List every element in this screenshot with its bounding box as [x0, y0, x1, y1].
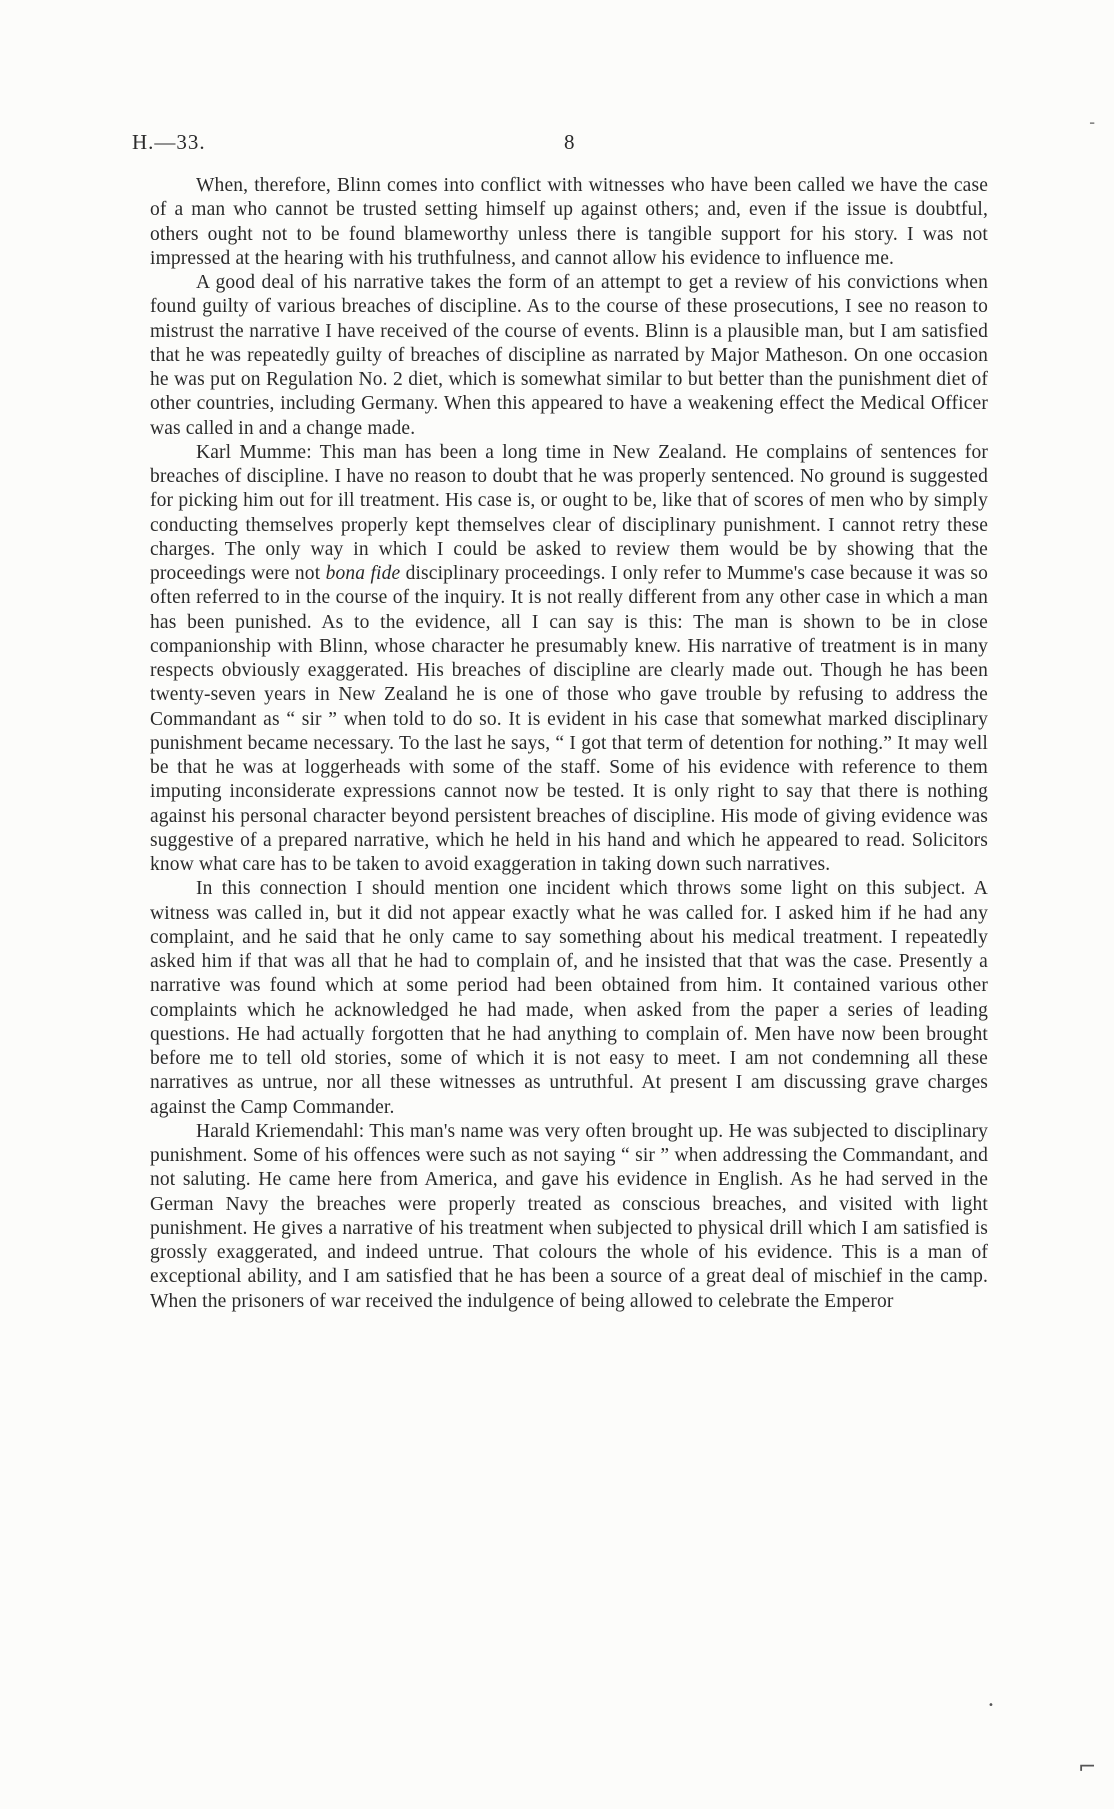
- paragraph-harald-kriemendahl: Harald Kriemendahl: This man's name was very often brought up. He was subjected to disciplinary punishment. Some of his offences were such as not saying “ sir ” when addressing the Commandant, and not saluting. He came here from America, and gave his evidence in English. As he had served in the German Navy the breaches were properly treated as conscious breaches, and visited with light punishment. He gives a narrative of his treatment when subjected to physical drill which I am satisfied is grossly exaggerated, and indeed untrue. That colours the whole of his evidence. This is a man of exceptional ability, and I am satisfied that he has been a source of a great deal of mischief in the camp. When the prisoners of war received the indulgence of being allowed to celebrate the Emperor: [150, 1120, 988, 1312]
- italic-phrase: bona fide: [325, 563, 401, 584]
- body-text: [150, 174, 988, 1314]
- page-header: [132, 130, 1002, 160]
- paragraph-text: disciplinary proceedings. I only refer to Mumme's case because it was so often referred to in the course of the inquiry. It is not really different from any other case in which a man has been punished. As to the evidence, all I can say is this: The man is shown to be in close companionship with Blinn, whose character he presumably knew. His narrative of treatment is in many respects obviously exaggerated. His breaches of discipline are clearly made out. Though he has been twenty-seven years in New Zealand he is one of those who gave trouble by refusing to address the Commandant as “ sir ” when told to do so. It is evident in his case that somewhat marked disciplinary punishment became necessary. To the last he says, “ I got that term of detention for nothing.” It may well be that he was at loggerheads with some of the staff. Some of his evidence with reference to them imputing inconsiderate expressions cannot now be tested. It is only right to say that there is nothing against his personal character beyond persistent breaches of discipline. His mode of giving evidence was suggestive of a prepared narrative, which he held in his hand and which he appeared to read. Solicitors know what care has to be taken to avoid exaggeration in taking down such narratives.: [150, 563, 988, 875]
- document-reference: H.—33.: [132, 130, 206, 154]
- scan-corner-icon: ⌐: [1078, 1755, 1097, 1780]
- page-number: 8: [564, 130, 576, 154]
- scan-dot-icon: •: [988, 1700, 994, 1711]
- paragraph-blinn-conflict: When, therefore, Blinn comes into conflict with witnesses who have been called we have the case of a man who cannot be trusted setting himself up against others; and, even if the issue is doubtful, others ought not to be found blameworthy unless there is tangible support for his story. I was not impressed at the hearing with his truthfulness, and cannot allow his evidence to influence me.: [150, 175, 988, 269]
- scan-mark-icon: ╴: [1090, 116, 1099, 132]
- paragraph-connection-incident: In this connection I should mention one incident which throws some light on this subject. A witness was called in, but it did not appear exactly what he was called for. I asked him if he had any complaint, and he said that he only came to say something about his medical treatment. I repeatedly asked him if that was all that he had to complain of, and he insisted that that was the case. Presently a narrative was found which at some period had been obtained from him. It contained various other complaints which he acknowledged he had made, when asked from the paper a series of leading questions. He had actually forgotten that he had anything to complain of. Men have now been brought before me to tell old stories, some of which it is not easy to meet. I am not condemning all these narratives as untrue, nor all these witnesses as untruthful. At present I am discussing grave charges against the Camp Commander.: [150, 878, 988, 1118]
- paragraph-karl-mumme: [150, 441, 988, 878]
- paragraph-text: Karl Mumme: This man has been a long time in New Zealand. He complains of sentences for breaches of discipline. I have no reason to doubt that he was properly sentenced. No ground is suggested for picking him out for ill treatment. His case is, or ought to be, like that of scores of men who by simply conducting themselves properly kept themselves clear of disciplinary punishment. I cannot retry these charges. The only way in which I could be asked to review them would be by showing that the proceedings were not: [150, 441, 988, 584]
- paragraph-blinn-narrative: A good deal of his narrative takes the form of an attempt to get a review of his convictions when found guilty of various breaches of discipline. As to the course of these prosecutions, I see no reason to mistrust the narrative I have received of the course of events. Blinn is a plausible man, but I am satisfied that he was repeatedly guilty of breaches of discipline as narrated by Major Matheson. On one occasion he was put on Regulation No. 2 diet, which is somewhat similar to but better than the punishment diet of other countries, including Germany. When this appeared to have a weakening effect the Medical Officer was called in and a change made.: [150, 272, 988, 439]
